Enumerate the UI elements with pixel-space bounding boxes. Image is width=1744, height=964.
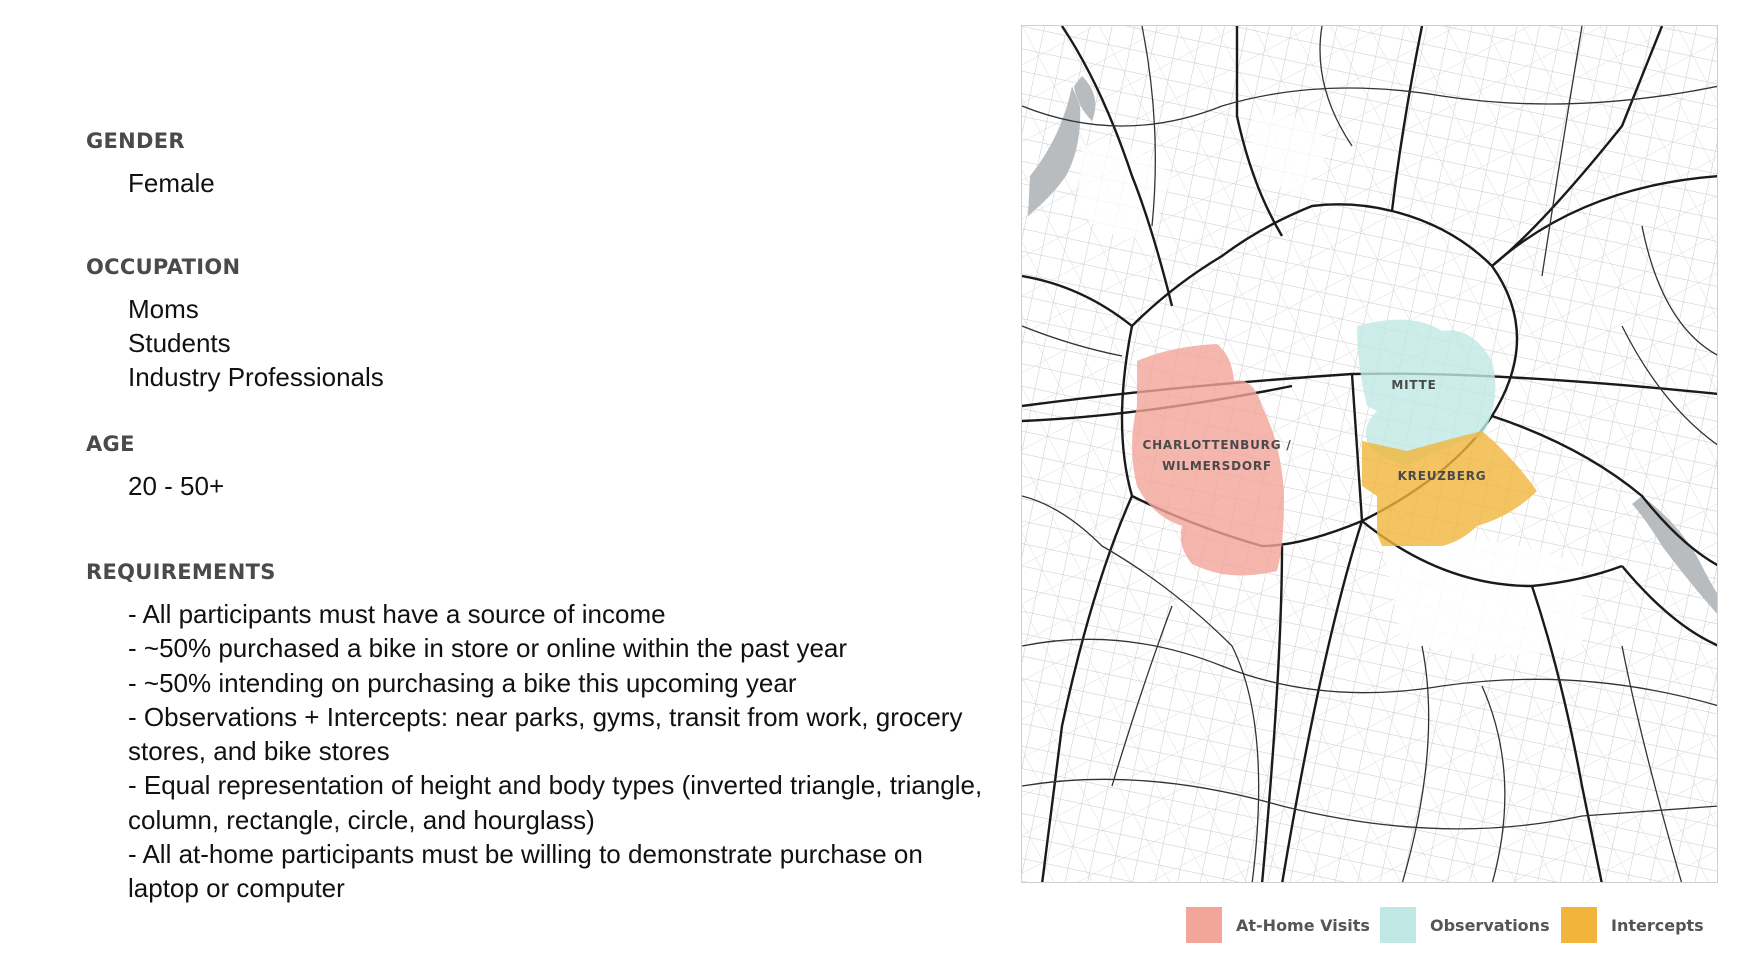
requirement-item: - ~50% purchased a bike in store or online within the past year [128,633,848,664]
district-label-charlottenburg: CHARLOTTENBURG / [1142,438,1292,452]
occupation-value: Moms [128,294,199,324]
age-section [86,431,224,503]
requirements-section [86,559,988,906]
age-value: 20 - 50+ [128,471,225,501]
legend-swatch [1561,907,1597,943]
city-map [1022,26,1718,883]
requirement-item: - Observations + Intercepts: near parks, gyms, transit from work, grocery stores, and bike stores [128,701,963,767]
occupation-section [86,254,384,394]
district-label-wilmersdorf: WILMERSDORF [1162,459,1272,473]
gender-value: Female [128,168,215,198]
legend-label: At-Home Visits [1236,915,1370,935]
requirement-item: - ~50% intending on purchasing a bike this upcoming year [128,667,797,698]
occupation-heading: OCCUPATION [86,255,241,279]
occupation-value: Industry Professionals [128,362,384,392]
legend-label: Observations [1430,915,1550,935]
occupation-value: Students [128,328,231,358]
district-label-mitte: MITTE [1391,378,1437,392]
requirements-heading: REQUIREMENTS [86,560,276,584]
requirement-item: - All participants must have a source of income [128,599,666,629]
legend-swatch [1186,907,1222,943]
gender-heading: GENDER [86,129,185,153]
legend-item-observations [1380,906,1550,944]
requirement-item: - All at-home participants must be willing to demonstrate purchase on laptop or computer [128,839,923,904]
district-label-kreuzberg: KREUZBERG [1397,469,1487,483]
age-heading: AGE [86,432,135,456]
requirement-item: - Equal representation of height and body types (inverted triangle, triangle, column, rectangle, circle, and hourglass) [128,770,983,835]
gender-section [86,128,215,200]
legend-item-intercepts [1561,906,1704,944]
map-frame [1021,25,1718,883]
legend-swatch [1380,907,1416,943]
legend-item-at-home [1186,906,1370,944]
legend-label: Intercepts [1611,915,1704,935]
park-area [1382,539,1582,655]
